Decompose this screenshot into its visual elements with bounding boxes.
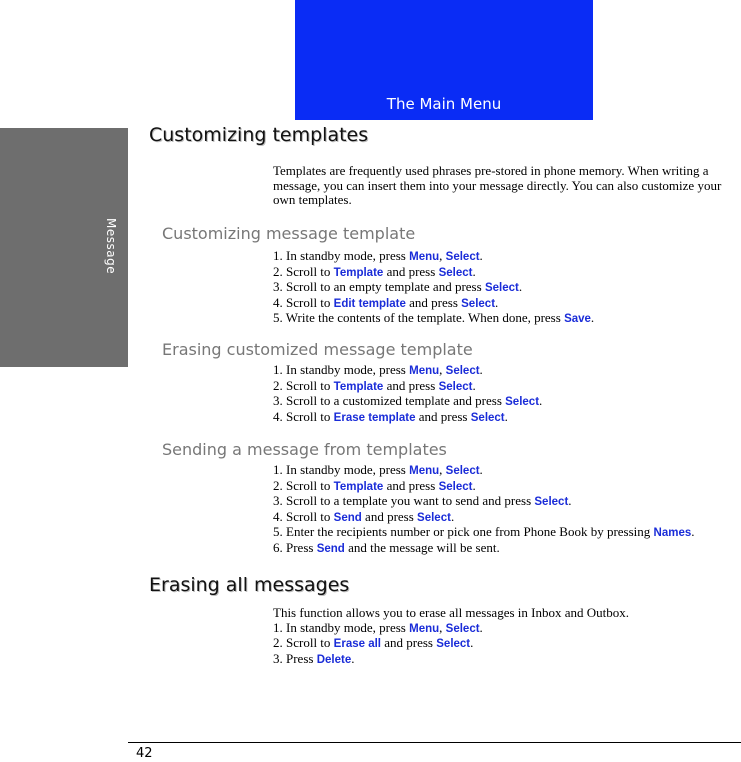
keyword: Save: [564, 313, 591, 325]
header-banner: [295, 0, 593, 120]
step-item: 2. Scroll to Template and press Select.: [273, 477, 476, 493]
chapter-tab-label: Message: [104, 218, 118, 275]
steps-list: [273, 249, 728, 327]
section-intro: This function allows you to erase all messages in Inbox and Outbox.: [273, 605, 629, 620]
keyword: Template: [333, 266, 384, 279]
keyword: Menu: [409, 622, 440, 635]
steps-list: [273, 363, 728, 425]
step-item: 5. Enter the recipients number or pick one from Phone Book by pressing Names.: [273, 524, 695, 539]
section-title-customizing-templates: Customizing templates: [149, 124, 369, 146]
banner-title: The Main Menu: [386, 95, 502, 113]
keyword: Select: [445, 622, 480, 635]
step-item: 4. Scroll to Edit template and press Select.: [273, 294, 499, 310]
keyword: Select: [438, 380, 473, 393]
keyword: Select: [438, 480, 473, 493]
step-item: 1. In standby mode, press Menu, Select.: [273, 248, 483, 263]
steps-list: [273, 463, 728, 556]
step-item: 6. Press Send and the message will be sent.: [273, 539, 500, 555]
step-item: 3. Scroll to an empty template and press Select.: [273, 279, 523, 294]
keyword: Send: [316, 542, 345, 555]
keyword: Erase template: [333, 411, 416, 424]
keyword: Select: [534, 496, 569, 508]
keyword: Edit template: [333, 297, 406, 310]
keyword: Delete: [316, 653, 352, 666]
step-item: 1. In standby mode, press Menu, Select.: [273, 362, 483, 377]
step-item: 3. Scroll to a customized template and press Select.: [273, 393, 543, 408]
section-intro: Templates are frequently used phrases pre-stored in phone memory. When writing a message, you can insert them into your message directly. You can also customize your own templates.: [273, 163, 722, 207]
section-title-erasing-all-messages: Erasing all messages: [149, 574, 350, 596]
footer-divider: [128, 742, 741, 743]
keyword: Menu: [409, 465, 440, 477]
keyword: Select: [470, 411, 505, 424]
keyword: Select: [438, 266, 473, 279]
keyword: Template: [333, 480, 384, 493]
keyword: Names: [653, 527, 692, 539]
step-item: 5. Write the contents of the template. When done, press Save.: [273, 310, 595, 325]
step-item: 3. Scroll to a template you want to send and press Select.: [273, 493, 572, 508]
subsection-title-erasing-customized-template: Erasing customized message template: [162, 340, 473, 359]
keyword: Select: [484, 282, 519, 294]
keyword: Select: [445, 465, 480, 477]
keyword: Select: [505, 396, 540, 408]
step-item: 4. Scroll to Send and press Select.: [273, 508, 455, 524]
subsection-title-customizing-message-template: Customizing message template: [162, 224, 416, 243]
step-item: 2. Scroll to Erase all and press Select.: [273, 635, 474, 650]
steps-list: [273, 606, 728, 667]
keyword: Menu: [409, 365, 440, 377]
keyword: Select: [417, 511, 451, 524]
step-item: 2. Scroll to Template and press Select.: [273, 263, 476, 279]
page-number: 42: [136, 746, 153, 761]
step-item: 1. In standby mode, press Menu, Select.: [273, 619, 483, 635]
keyword: Select: [461, 297, 496, 310]
keyword: Menu: [409, 251, 440, 263]
step-item: 3. Press Delete.: [273, 650, 355, 666]
keyword: Send: [333, 511, 362, 524]
keyword: Select: [436, 638, 471, 650]
step-item: 1. In standby mode, press Menu, Select.: [273, 462, 483, 477]
step-item: 2. Scroll to Template and press Select.: [273, 377, 476, 393]
keyword: Select: [445, 365, 480, 377]
keyword: Select: [445, 251, 480, 263]
step-item: 4. Scroll to Erase template and press Select.: [273, 408, 508, 424]
subsection-title-sending-from-templates: Sending a message from templates: [162, 440, 447, 459]
keyword: Template: [333, 380, 384, 393]
keyword: Erase all: [333, 638, 381, 650]
